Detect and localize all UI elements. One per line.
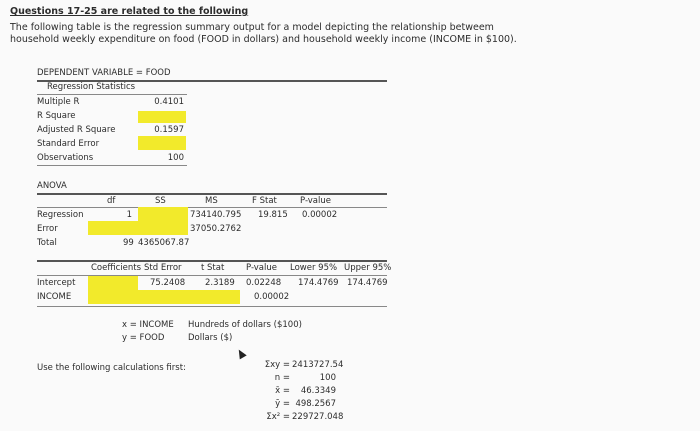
anova-label-total: Total [37, 238, 57, 248]
regression-statistics-title: Regression Statistics [47, 82, 136, 92]
intro-line-2: household weekly expenditure on food (FOOD in dollars) and household weekly income (INCOME in $100). [10, 34, 517, 45]
sum-x2-label: Σx² = [266, 412, 290, 422]
anova-header-ss: SS [155, 196, 166, 206]
anova-total-ss: 4365067.87 [138, 238, 190, 248]
anova-regression-p-value: 0.00002 [302, 210, 338, 220]
calculations-prompt: Use the following calculations first: [37, 363, 186, 373]
sum-x2-value: 229727.048 [292, 412, 344, 422]
anova-header-p-value: P-value [300, 196, 331, 206]
anova-title: ANOVA [37, 181, 67, 191]
r-square-blank-highlight [138, 111, 186, 123]
coef-header-lower-95: Lower 95% [290, 263, 338, 273]
dependent-variable-label: DEPENDENT VARIABLE = FOOD [37, 68, 171, 78]
x-bar-value: 46.3349 [300, 386, 336, 396]
income-p-value: 0.00002 [254, 292, 290, 302]
summary-value-multiple-r: 0.4101 [154, 97, 184, 107]
y-bar-label: ȳ = [275, 399, 290, 409]
coefficients-bottom-rule [37, 306, 387, 307]
anova-regression-ms: 734140.795 [190, 210, 242, 220]
anova-ss-regression-highlight [138, 207, 188, 221]
page-title: Questions 17-25 are related to the following [10, 6, 249, 17]
anova-label-regression: Regression [37, 210, 84, 220]
summary-value-observations: 100 [167, 153, 184, 163]
coef-header-std-error: Std Error [144, 263, 182, 273]
coef-header-upper-95: Upper 95% [344, 263, 392, 273]
income-row-highlight [88, 290, 240, 304]
mouse-cursor-icon [235, 348, 246, 360]
summary-header-rule [37, 94, 187, 95]
coef-header-coefficients: Coefficients [91, 263, 141, 273]
x-definition: x = INCOME [122, 320, 174, 330]
summary-label-adjusted-r-square: Adjusted R Square [37, 125, 116, 135]
sum-xy-value: 2413727.54 [292, 360, 344, 370]
anova-header-df: df [107, 196, 116, 206]
anova-error-df-ss-highlight [88, 221, 188, 235]
anova-regression-df: 1 [126, 210, 132, 220]
anova-regression-f-stat: 19.815 [258, 210, 288, 220]
coef-label-income: INCOME [37, 292, 72, 302]
summary-value-adjusted-r-square: 0.1597 [154, 125, 184, 135]
anova-error-ms: 37050.2762 [190, 224, 242, 234]
coef-header-p-value: P-value [246, 263, 277, 273]
anova-header-rule [37, 207, 387, 208]
intercept-lower-95: 174.4769 [298, 278, 339, 288]
coef-label-intercept: Intercept [37, 278, 76, 288]
coefficients-top-rule [37, 260, 387, 262]
coef-header-t-stat: t Stat [201, 263, 225, 273]
x-bar-label: x̄ = [275, 386, 290, 396]
y-bar-value: 498.2567 [295, 399, 336, 409]
intercept-t-stat: 2.3189 [205, 278, 235, 288]
sum-xy-label: Σxy = [264, 360, 290, 370]
anova-top-rule [37, 193, 387, 195]
intercept-std-error: 75.2408 [150, 278, 186, 288]
anova-header-f-stat: F Stat [252, 196, 277, 206]
summary-bottom-rule [37, 165, 187, 166]
x-unit: Hundreds of dollars ($100) [188, 320, 302, 330]
anova-label-error: Error [37, 224, 58, 234]
summary-label-observations: Observations [37, 153, 94, 163]
standard-error-blank-highlight [138, 136, 186, 150]
intercept-coefficient-highlight [88, 276, 138, 290]
summary-label-multiple-r: Multiple R [37, 97, 80, 107]
y-definition: y = FOOD [122, 333, 165, 343]
anova-header-ms: MS [205, 196, 218, 206]
anova-total-df: 99 [123, 238, 134, 248]
intercept-upper-95: 174.4769 [347, 278, 388, 288]
intercept-p-value: 0.02248 [246, 278, 282, 288]
intro-line-1: The following table is the regression summary output for a model depicting the relationship betweem [10, 22, 494, 33]
summary-label-standard-error: Standard Error [37, 139, 100, 149]
summary-label-r-square: R Square [37, 111, 76, 121]
y-unit: Dollars ($) [188, 333, 233, 343]
n-label: n = [274, 373, 290, 383]
n-value: 100 [319, 373, 336, 383]
